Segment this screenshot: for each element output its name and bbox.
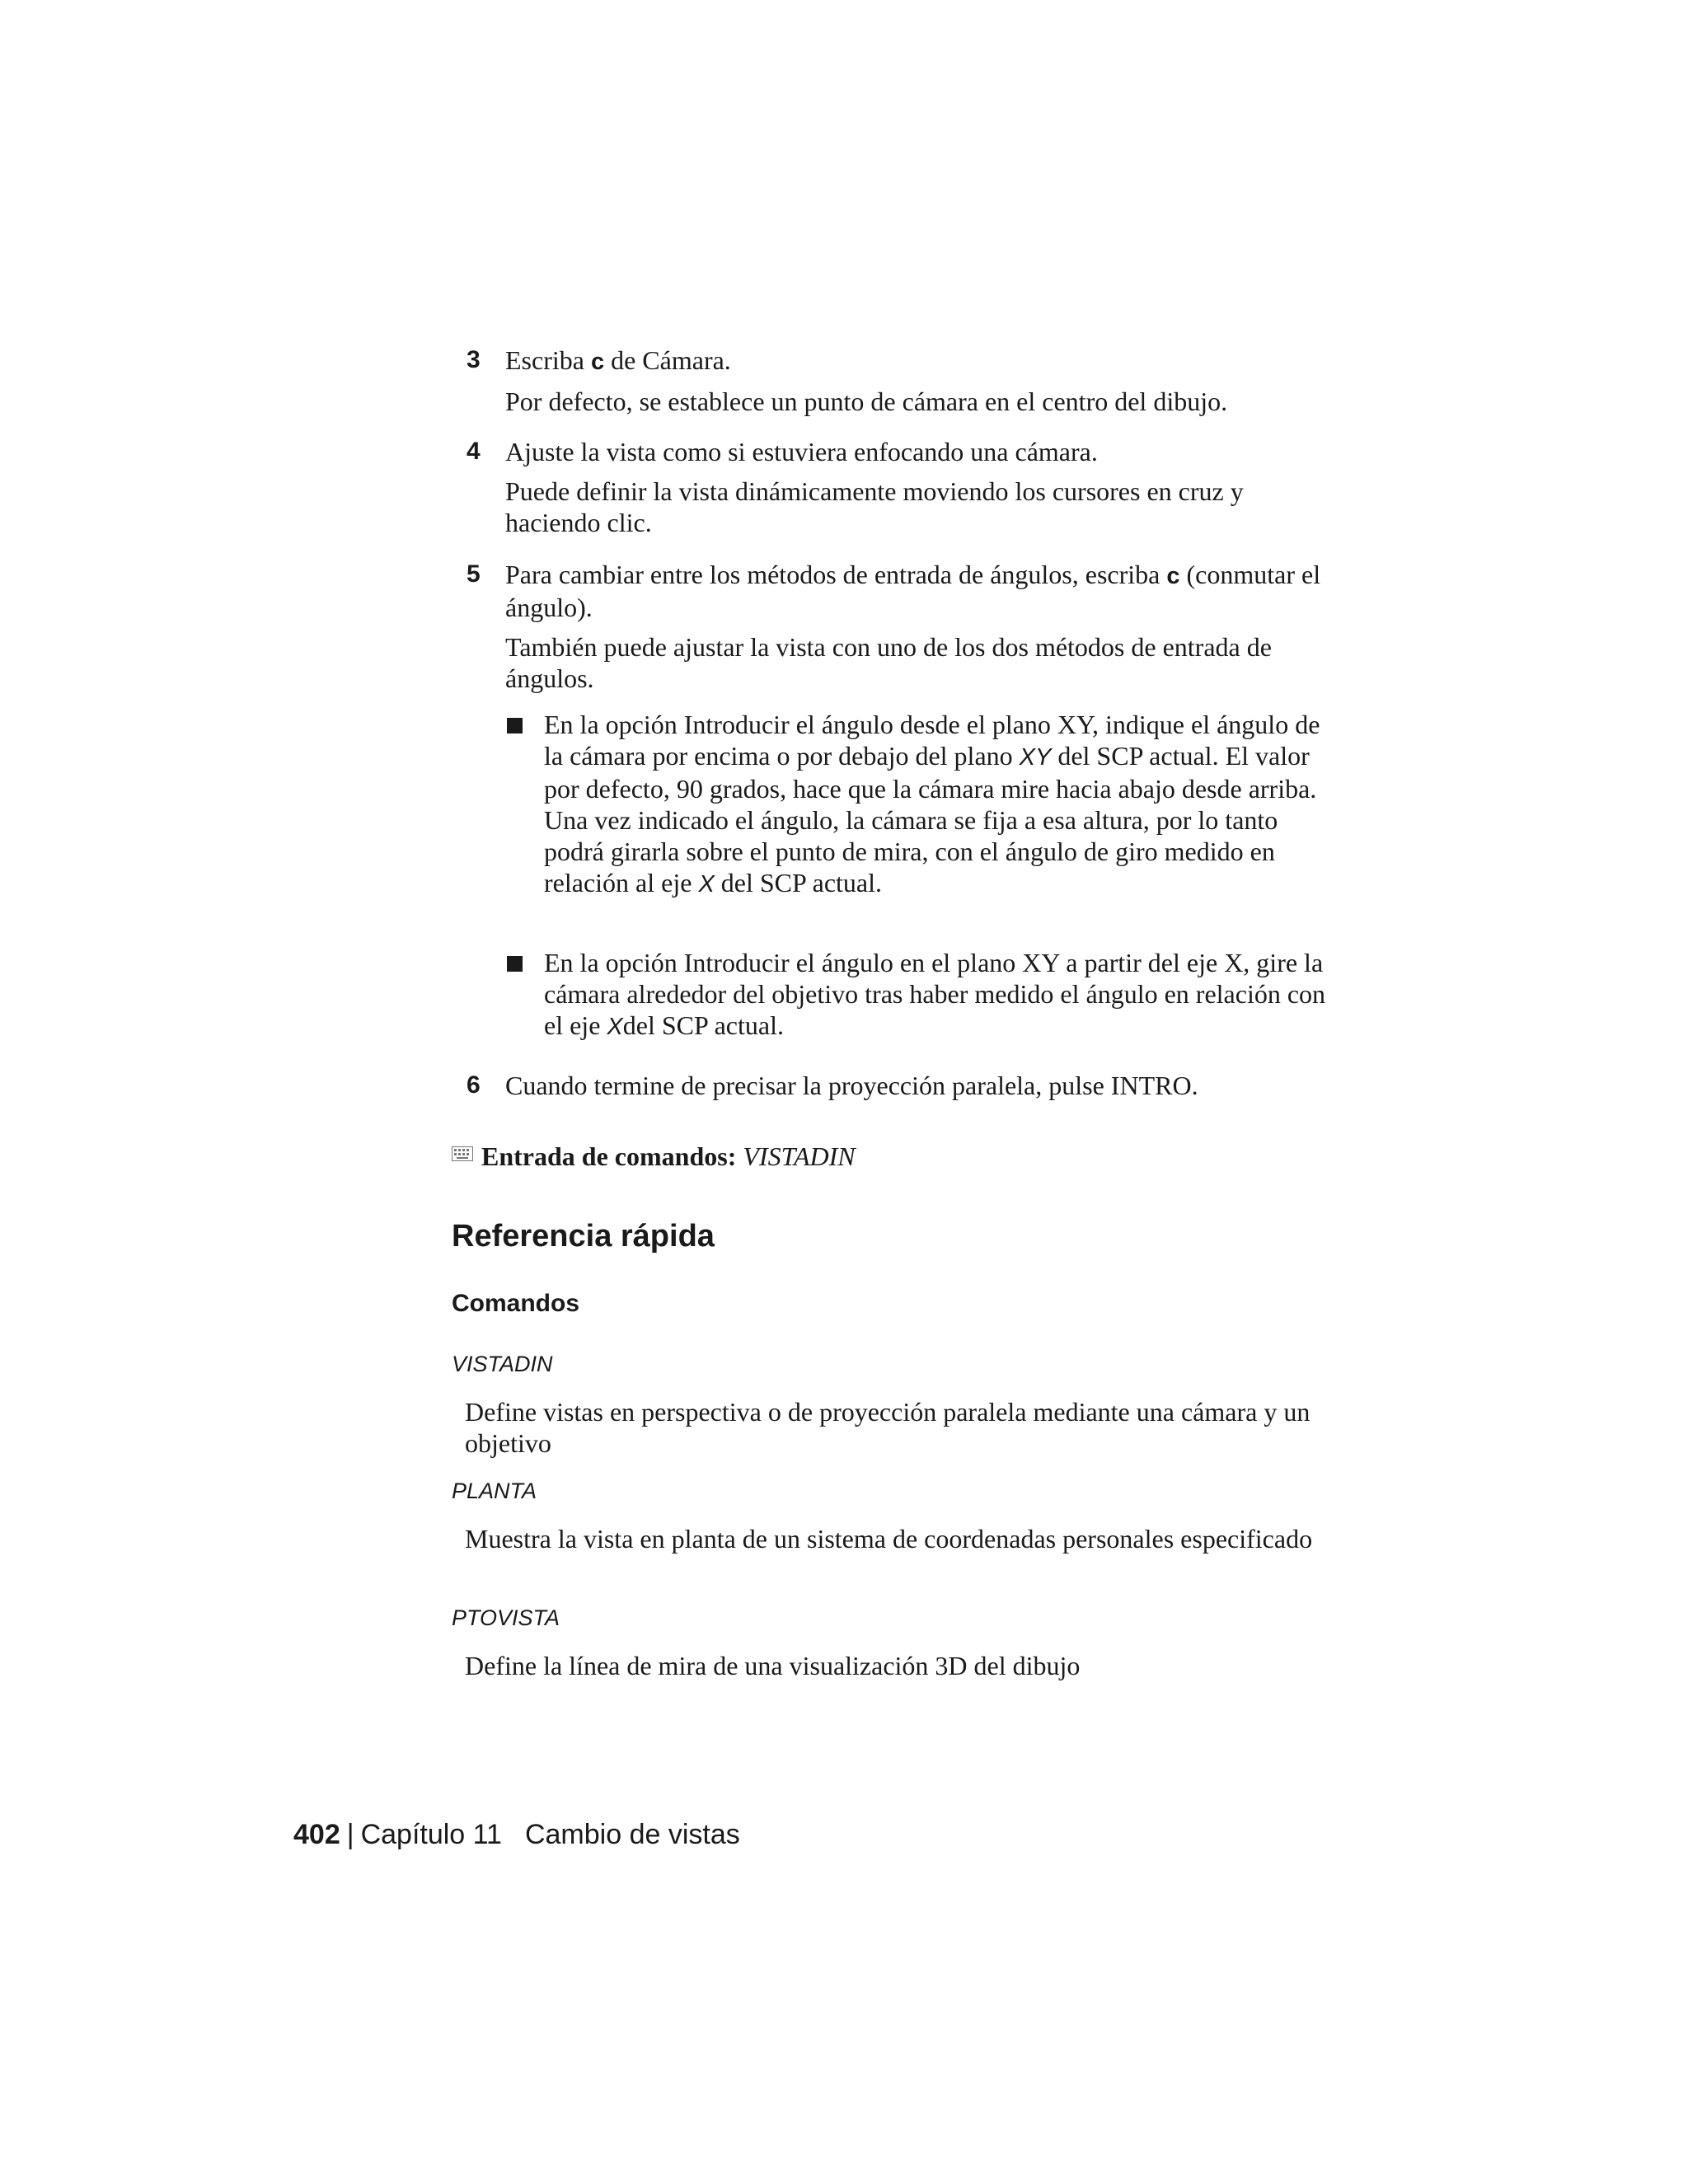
step-number: 3 <box>467 346 481 373</box>
step-detail: Por defecto, se establece un punto de cámara en el centro del dibujo. <box>505 387 1228 416</box>
bullet-paragraph: En la opción Introducir el ángulo en el plano XY a partir del eje X, gire la cámara alrededor del objetivo tras haber medido el ángulo en relación con el eje Xdel SCP actual. <box>544 948 1326 1040</box>
footer-separator: | <box>346 1819 354 1850</box>
step-lead: Cuando termine de precisar la proyección paralela, pulse INTRO. <box>505 1071 1198 1100</box>
step-6 <box>467 1070 1340 1101</box>
chapter-label: Capítulo 11 <box>360 1819 502 1850</box>
step-number: 4 <box>467 438 481 465</box>
command-name: PTOVISTA <box>452 1605 560 1630</box>
step-number: 5 <box>467 560 481 588</box>
bullet-item <box>505 709 1338 900</box>
command-entry-value: VISTADIN <box>743 1141 856 1171</box>
step-3 <box>467 344 1340 417</box>
step-lead: Para cambiar entre los métodos de entrada de ángulos, escriba c (conmutar el ángulo). <box>505 560 1321 622</box>
page-number: 402 <box>293 1819 340 1850</box>
command-description: Define vistas en perspectiva o de proyección paralela mediante una cámara y un objetivo <box>465 1397 1311 1458</box>
step-detail: Puede definir la vista dinámicamente moviendo los cursores en cruz y haciendo clic. <box>505 476 1244 537</box>
command-name: PLANTA <box>452 1479 537 1503</box>
command-name: VISTADIN <box>452 1352 553 1376</box>
step-4 <box>467 436 1340 538</box>
page-footer <box>293 1818 740 1851</box>
square-bullet-icon <box>507 956 523 972</box>
bullet-paragraph: Una vez indicado el ángulo, la cámara se fija a esa altura, por lo tanto podrá girarla sobre el punto de mira, con el ángulo de giro medido en relación al eje X del SCP actual. <box>544 805 1278 898</box>
step-detail: También puede ajustar la vista con uno de los dos métodos de entrada de ángulos. <box>505 632 1272 693</box>
key-letter: c <box>590 349 605 375</box>
bullet-paragraph: En la opción Introducir el ángulo desde el plano XY, indique el ángulo de la cámara por encima o por debajo del plano XY del SCP actual. El valor por defecto, 90 grados, hace que la cámara mire hacia abajo desde arriba. <box>544 710 1320 804</box>
keyboard-icon <box>452 1146 473 1161</box>
command-description: Muestra la vista en planta de un sistema de coordenadas personales especificado <box>465 1524 1313 1554</box>
section-subheading: Comandos <box>452 1290 580 1317</box>
command-entry <box>481 1141 856 1172</box>
step-lead: Escriba c de Cámara. <box>505 345 731 375</box>
step-5 <box>467 559 1340 694</box>
square-bullet-icon <box>507 718 523 733</box>
key-letter: c <box>1166 563 1180 589</box>
bullet-item <box>505 947 1338 1043</box>
step-number: 6 <box>467 1071 481 1099</box>
section-heading: Referencia rápida <box>452 1219 715 1254</box>
step-lead: Ajuste la vista como si estuviera enfocando una cámara. <box>505 437 1098 466</box>
command-description: Define la línea de mira de una visualización 3D del dibujo <box>465 1651 1081 1680</box>
chapter-title: Cambio de vistas <box>524 1819 740 1850</box>
command-entry-label: Entrada de comandos: <box>481 1141 737 1171</box>
